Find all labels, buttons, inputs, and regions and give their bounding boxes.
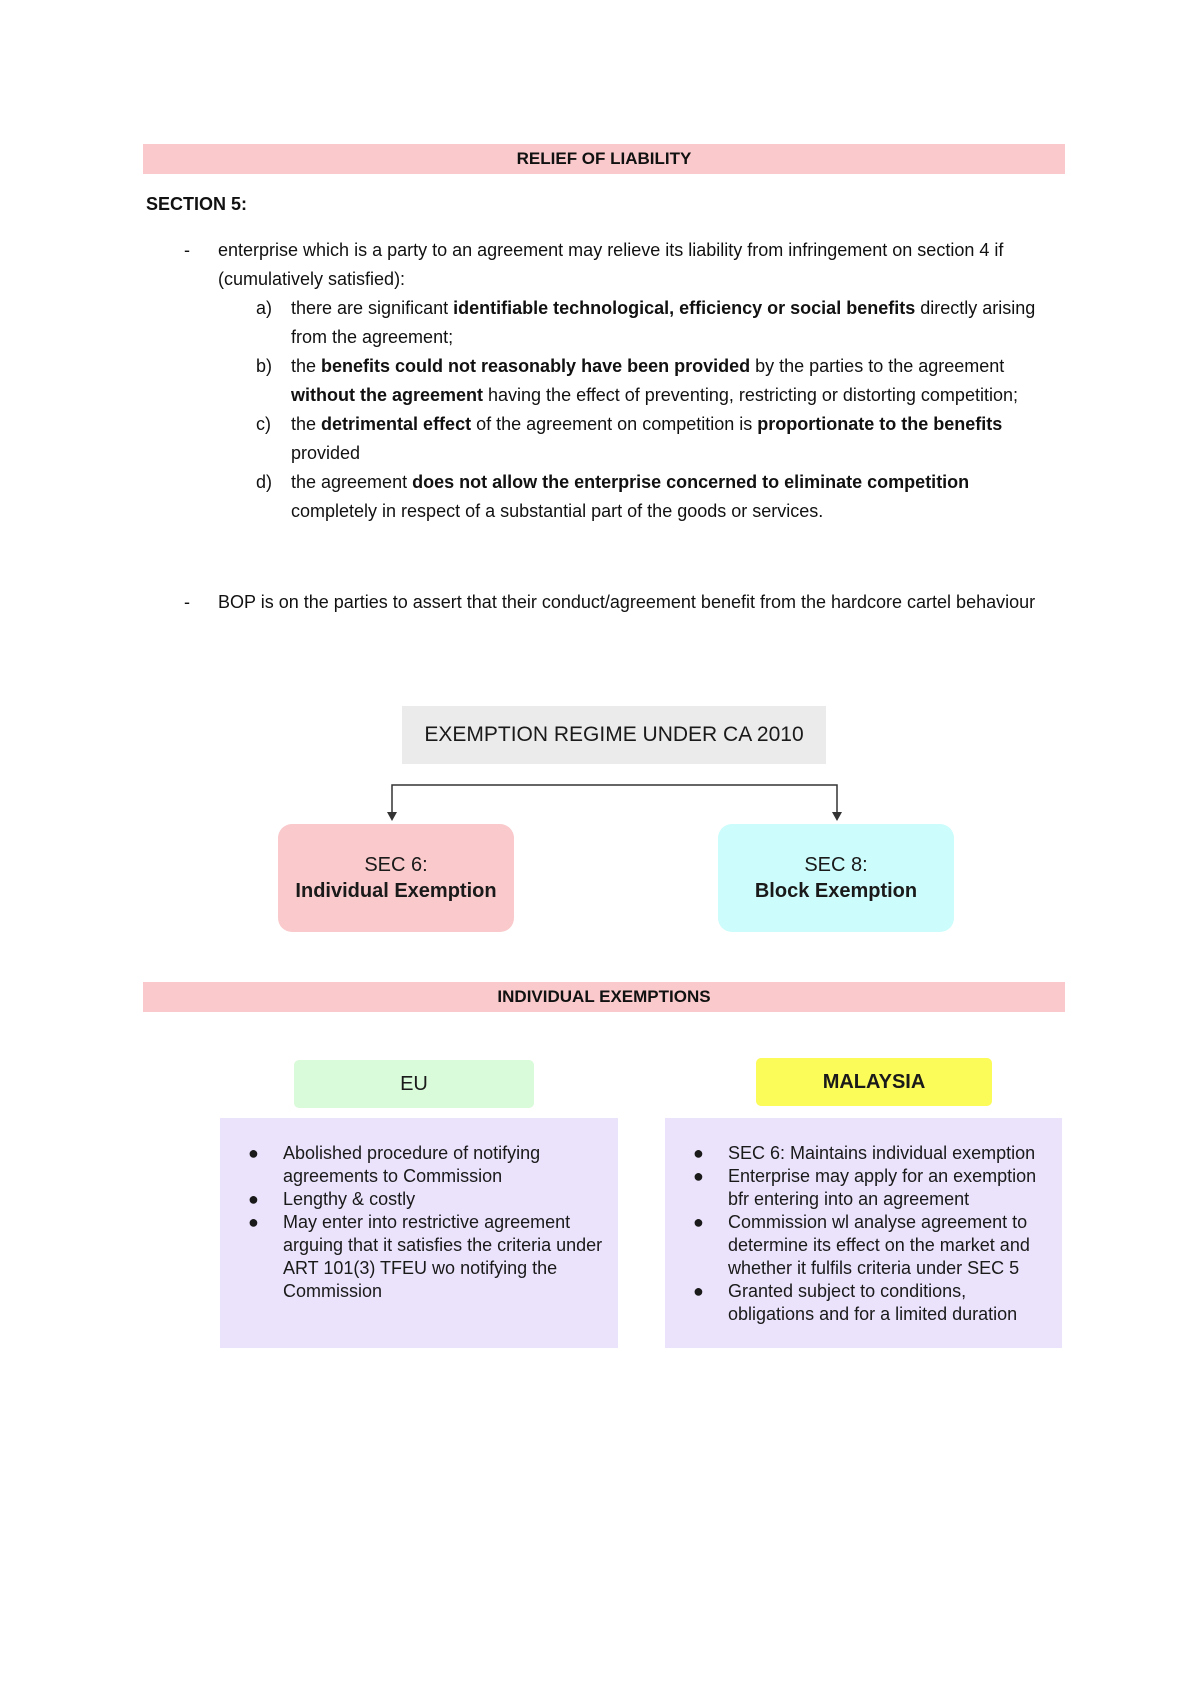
item-bold: detrimental effect	[321, 414, 472, 434]
item-bold: identifiable technological, efficiency or social benefits	[453, 298, 916, 318]
bullet-icon: ●	[248, 1189, 259, 1209]
bullet-icon: ●	[248, 1143, 259, 1163]
item-text: the agreement	[291, 472, 413, 492]
item-text: having the effect of preventing, restricting or distorting competition;	[483, 385, 1018, 405]
section-5-title: SECTION 5:	[146, 194, 248, 214]
list-item	[693, 1165, 1056, 1211]
item-bold: proportionate to the benefits	[757, 414, 1003, 434]
block-exemption-label: Block Exemption	[754, 880, 918, 902]
list-item	[248, 1188, 608, 1211]
list-item-text: Commission wl analyse agreement to determine its effect on the market and whether it fulfils criteria under SEC 5	[728, 1212, 1030, 1278]
item-bold: without the agreement	[291, 385, 484, 405]
bullet-icon: ●	[693, 1212, 704, 1232]
malaysia-label: MALAYSIA	[756, 1058, 992, 1106]
item-marker: a)	[256, 298, 273, 318]
list-item-text: May enter into restrictive agreement arguing that it satisfies the criteria under ART 101(3) TFEU wo notifying the Commission	[283, 1212, 603, 1301]
exemption-regime-title: EXEMPTION REGIME UNDER CA 2010	[402, 706, 826, 764]
malaysia-card	[665, 1118, 1062, 1348]
list-item-text: Abolished procedure of notifying agreements to Commission	[283, 1143, 541, 1186]
relief-of-liability-heading: RELIEF OF LIABILITY	[143, 144, 1065, 174]
list-item-text: Granted subject to conditions, obligations and for a limited duration	[728, 1281, 1018, 1324]
list-item	[693, 1211, 1056, 1280]
eu-list	[220, 1118, 618, 1303]
item-bold: does not allow the enterprise concerned to eliminate competition	[412, 472, 970, 492]
item-text: provided	[291, 443, 361, 463]
item-marker: c)	[256, 414, 271, 434]
item-text: by the parties to the agreement	[750, 356, 1005, 376]
bullet-icon: ●	[693, 1143, 704, 1163]
item-text: directly arising from the agreement;	[291, 298, 1036, 347]
item-text: the	[291, 356, 322, 376]
item-bold: benefits could not reasonably have been provided	[321, 356, 751, 376]
dash-marker: -	[184, 592, 190, 612]
eu-label: EU	[294, 1060, 534, 1108]
bullet-icon: ●	[693, 1281, 704, 1301]
sec-8-block-exemption-box	[718, 824, 954, 932]
list-item-text: Lengthy & costly	[283, 1189, 416, 1209]
item-text: the	[291, 414, 322, 434]
bullet-icon: ●	[248, 1212, 259, 1232]
dash-marker: -	[184, 240, 190, 260]
item-text: there are significant	[291, 298, 454, 318]
bop-text: BOP is on the parties to assert that their conduct/agreement benefit from the hardcore cartel behaviour	[218, 592, 1036, 612]
intro-text: enterprise which is a party to an agreement may relieve its liability from infringement on section 4 if (cumulatively satisfied):	[218, 240, 1004, 289]
sec-6-label: SEC 6:	[364, 854, 428, 876]
individual-exemptions-heading: INDIVIDUAL EXEMPTIONS	[143, 982, 1065, 1012]
item-text: of the agreement on competition is	[471, 414, 758, 434]
flowchart-connector-line	[392, 785, 837, 815]
item-marker: d)	[256, 472, 273, 492]
malaysia-list	[665, 1118, 1062, 1326]
item-marker: b)	[256, 356, 273, 376]
list-item	[693, 1280, 1056, 1326]
eu-card	[220, 1118, 618, 1348]
sec-8-label: SEC 8:	[804, 854, 868, 876]
bullet-icon: ●	[693, 1166, 704, 1186]
item-text: completely in respect of a substantial part of the goods or services.	[291, 501, 824, 521]
sec-6-individual-exemption-box	[278, 824, 514, 932]
individual-exemption-label: Individual Exemption	[295, 880, 497, 902]
list-item-text: SEC 6: Maintains individual exemption	[728, 1143, 1036, 1163]
list-item-text: Enterprise may apply for an exemption bfr entering into an agreement	[728, 1166, 1037, 1209]
list-item	[693, 1142, 1056, 1165]
list-item	[248, 1142, 608, 1188]
arrow-down-icon	[832, 812, 842, 821]
arrow-down-icon	[387, 812, 397, 821]
list-item	[248, 1211, 608, 1303]
